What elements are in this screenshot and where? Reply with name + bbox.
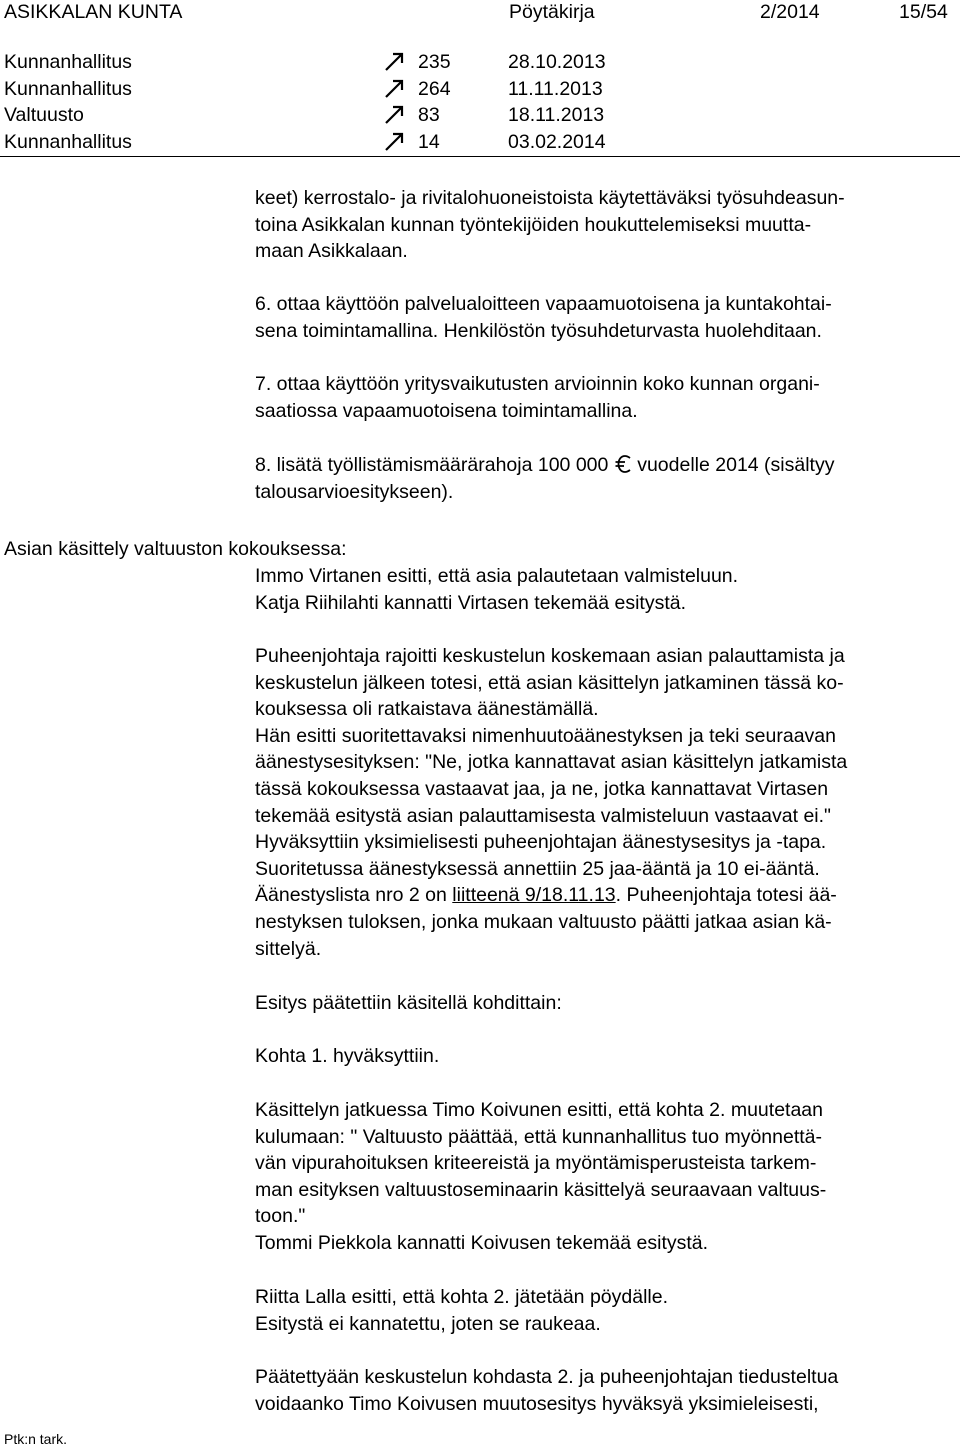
header-doc-type: Pöytäkirja	[509, 1, 595, 23]
motion-paragraph: Immo Virtanen esitti, että asia palautetaan valmisteluun. Katja Riihilahti kannatti Virtasen tekemää esitystä.	[255, 565, 739, 614]
history-date: 11.11.2013	[508, 78, 603, 100]
attachment-link[interactable]: liitteenä 9/18.11.13	[452, 884, 616, 907]
history-date: 18.11.2013	[508, 104, 605, 126]
history-date: 03.02.2014	[508, 131, 606, 153]
footer-verification: Ptk:n tark.	[4, 1431, 68, 1447]
arrow-reference-icon	[383, 78, 405, 100]
arrow-reference-icon	[383, 131, 405, 153]
proposal-item-6: 6. ottaa käyttöön palvelualoitteen vapaamuotoisena ja kuntakohtai- sena toimintamallina. Henkilöstön työsuhdeturvasta huolehditaan.	[255, 293, 832, 342]
header-org: ASIKKALAN KUNTA	[4, 1, 183, 23]
history-body: Kunnanhallitus	[4, 51, 132, 73]
header-page: 15/54	[899, 1, 948, 23]
arrow-reference-icon	[383, 51, 405, 73]
history-body: Kunnanhallitus	[4, 78, 132, 100]
history-body: Valtuusto	[4, 104, 84, 126]
proposal-item-8: 8. lisätä työllistämismäärärahoja 100 000 vuodelle 2014 (sisältyy talousarvioesitykseen).	[255, 454, 835, 503]
header-doc-number: 2/2014	[760, 1, 820, 23]
history-body: Kunnanhallitus	[4, 131, 132, 153]
arrow-reference-icon	[383, 104, 405, 126]
euro-sign-icon	[614, 454, 632, 474]
header-divider	[0, 156, 960, 157]
history-date: 28.10.2013	[508, 51, 606, 73]
koivunen-paragraph: Käsittelyn jatkuessa Timo Koivunen esitti, että kohta 2. muutetaan kulumaan: " Valtuusto päättää, että kunnanhallitus tuo myönnettä- vän vipurahoituksen kriteereistä ja myöntämisperusteista tarkem- man esityksen valtuustoseminaarin käsittelyä seuraavaan valtuus- toon." Tommi Piekkola kannatti Koivusen tekemää esitystä.	[255, 1099, 827, 1254]
itemized-statement: Esitys päätettiin käsitellä kohdittain:	[255, 992, 562, 1014]
history-number: 83	[418, 104, 440, 126]
history-number: 14	[418, 131, 440, 153]
proposal-item-7: 7. ottaa käyttöön yritysvaikutusten arvioinnin koko kunnan organi- saatiossa vapaamuotoisena toimintamallina.	[255, 373, 820, 422]
section-heading: Asian käsittely valtuuston kokouksessa:	[4, 538, 347, 560]
item-1-decision: Kohta 1. hyväksyttiin.	[255, 1045, 440, 1067]
proposal-continuation: keet) kerrostalo- ja rivitalohuoneistoista käytettäväksi työsuhdeasun- toina Asikkalan kunnan työntekijöiden houkuttelemiseksi muutta- maan Asikkalaan.	[255, 187, 845, 263]
lalla-paragraph: Riitta Lalla esitti, että kohta 2. jätetään pöydälle. Esitystä ei kannatettu, joten se raukeaa.	[255, 1286, 669, 1335]
history-number: 264	[418, 78, 451, 100]
history-number: 235	[418, 51, 451, 73]
vote-paragraph: Puheenjohtaja rajoitti keskustelun koskemaan asian palauttamista ja keskustelun jälkeen totesi, että asian käsittelyn jatkaminen tässä ko- kouksessa oli ratkaistava äänestämällä. Hän esitti suoritettavaksi nimenhuutoäänestyksen ja teki seuraavan äänestysesityksen: "Ne, jotka kannattavat asian käsittelyn jatkamista tässä kokouksessa vastaavat jaa, ja ne, jotka kannattavat Virtasen tekemää esitystä asian palauttamisesta valmisteluun vastaavat ei." Hyväksyttiin yksimielisesti puheenjohtajan äänestysesitys ja -tapa. Suoritetussa äänestyksessä annettiin 25 jaa-ääntä ja 10 ei-ääntä. Äänestyslista nro 2 on liitteenä 9/18.11.13. Puheenjohtaja totesi ää- nestyksen tuloksen, jonka mukaan valtuusto päätti jatkaa asian kä- sittelyä.	[255, 645, 848, 960]
final-paragraph: Päätettyään keskustelun kohdasta 2. ja puheenjohtajan tiedusteltua voidaanko Timo Koivusen muutosesitys hyväksyä yksimieleisesti,	[255, 1366, 839, 1415]
